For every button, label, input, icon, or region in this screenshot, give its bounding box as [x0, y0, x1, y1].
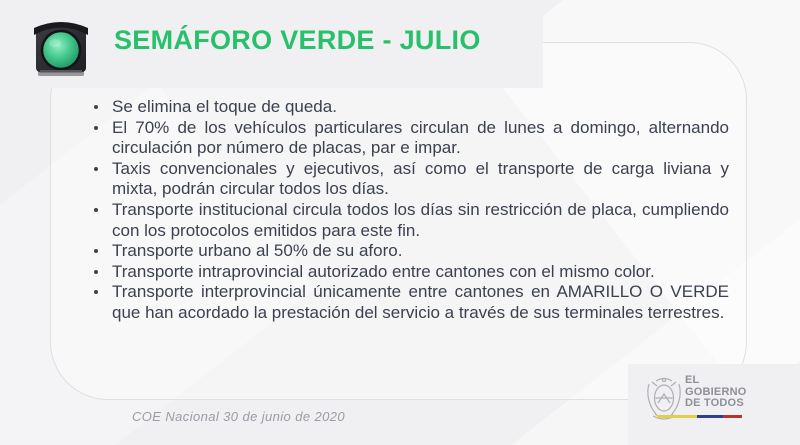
- bullet-item: El 70% de los vehículos particulares circulan de lunes a domingo, alternando circulación por número de placas, par e impar.: [112, 117, 729, 158]
- bullet-list: [92, 97, 729, 324]
- bullet-item: Transporte urbano al 50% de su aforo.: [112, 241, 729, 262]
- bullet-item: Taxis convencionales y ejecutivos, así como el transporte de carga liviana y mixta, podrán circular todos los días.: [112, 158, 729, 199]
- bullet-item: Transporte intraprovincial autorizado entre cantones con el mismo color.: [112, 262, 729, 283]
- bullet-item: Transporte interprovincial únicamente entre cantones en AMARILLO O VERDE que han acordado la prestación del servicio a través de sus terminales terrestres.: [112, 282, 729, 322]
- government-logo: [628, 364, 800, 445]
- logo-text-line: DE TODOS: [685, 397, 744, 409]
- flag-red-segment: [723, 415, 742, 418]
- logo-text-line: EL: [685, 374, 700, 386]
- footer-caption: COE Nacional 30 de junio de 2020: [132, 409, 345, 424]
- bullet-item: Se elimina el toque de queda.: [112, 97, 729, 118]
- page-title: SEMÁFORO VERDE - JULIO: [114, 25, 481, 55]
- flag-blue-segment: [697, 415, 723, 418]
- traffic-light-green-icon: [33, 19, 89, 77]
- logo-text: [685, 375, 747, 410]
- flag-yellow-segment: [657, 415, 697, 418]
- ecuador-flag-stripe: [657, 415, 769, 418]
- logo-text-line: GOBIERNO: [685, 385, 747, 398]
- header: [0, 0, 543, 88]
- bullet-item: Transporte institucional circula todos los días sin restricción de placa, cumpliendo con los protocolos emitidos para este fin.: [112, 199, 729, 240]
